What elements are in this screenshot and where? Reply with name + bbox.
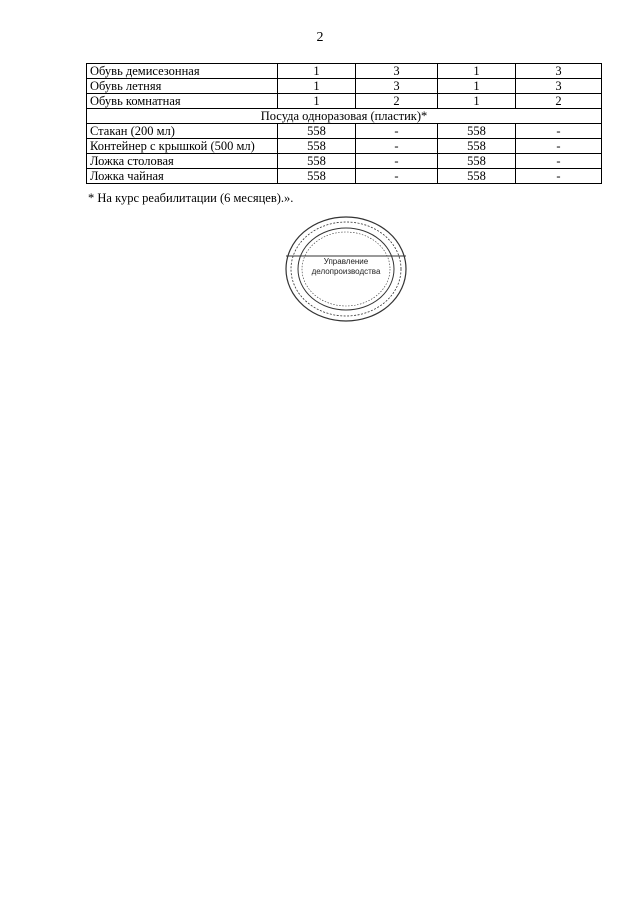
- item-name-cell: Стакан (200 мл): [87, 124, 278, 139]
- quantity-cell: 558: [278, 139, 356, 154]
- supply-norms-table: [86, 63, 602, 184]
- quantity-cell: 558: [278, 154, 356, 169]
- quantity-cell: 558: [278, 169, 356, 184]
- quantity-cell: 2: [516, 94, 602, 109]
- table-row: [87, 94, 602, 109]
- quantity-cell: 1: [438, 79, 516, 94]
- quantity-cell: -: [356, 154, 438, 169]
- table-section-row: [87, 109, 602, 124]
- table-row: [87, 64, 602, 79]
- footnote: * На курс реабилитации (6 месяцев).».: [88, 191, 294, 205]
- item-name-cell: Обувь демисезонная: [87, 64, 278, 79]
- official-seal: [283, 215, 409, 323]
- quantity-cell: 558: [438, 139, 516, 154]
- quantity-cell: 558: [278, 124, 356, 139]
- quantity-cell: 1: [278, 79, 356, 94]
- quantity-cell: 3: [356, 64, 438, 79]
- table-row: [87, 124, 602, 139]
- table-row: [87, 169, 602, 184]
- quantity-cell: 558: [438, 154, 516, 169]
- item-name-cell: Ложка столовая: [87, 154, 278, 169]
- page-number: 2: [316, 30, 324, 45]
- quantity-cell: 3: [356, 79, 438, 94]
- quantity-cell: -: [516, 154, 602, 169]
- table-body: [87, 64, 602, 184]
- table-row: [87, 139, 602, 154]
- table-row: [87, 154, 602, 169]
- quantity-cell: -: [356, 139, 438, 154]
- section-heading: Посуда одноразовая (пластик)*: [87, 109, 602, 124]
- seal-text-line1: Управление: [323, 257, 369, 266]
- quantity-cell: -: [516, 169, 602, 184]
- quantity-cell: 1: [278, 64, 356, 79]
- quantity-cell: 1: [278, 94, 356, 109]
- quantity-cell: 558: [438, 169, 516, 184]
- quantity-cell: -: [356, 169, 438, 184]
- item-name-cell: Ложка чайная: [87, 169, 278, 184]
- quantity-cell: 2: [356, 94, 438, 109]
- quantity-cell: 3: [516, 79, 602, 94]
- quantity-cell: -: [516, 124, 602, 139]
- quantity-cell: -: [356, 124, 438, 139]
- quantity-cell: 1: [438, 64, 516, 79]
- quantity-cell: -: [516, 139, 602, 154]
- seal-text-line2: делопроизводства: [311, 267, 381, 276]
- table-row: [87, 79, 602, 94]
- item-name-cell: Обувь летняя: [87, 79, 278, 94]
- quantity-cell: 558: [438, 124, 516, 139]
- quantity-cell: 3: [516, 64, 602, 79]
- item-name-cell: Обувь комнатная: [87, 94, 278, 109]
- item-name-cell: Контейнер с крышкой (500 мл): [87, 139, 278, 154]
- quantity-cell: 1: [438, 94, 516, 109]
